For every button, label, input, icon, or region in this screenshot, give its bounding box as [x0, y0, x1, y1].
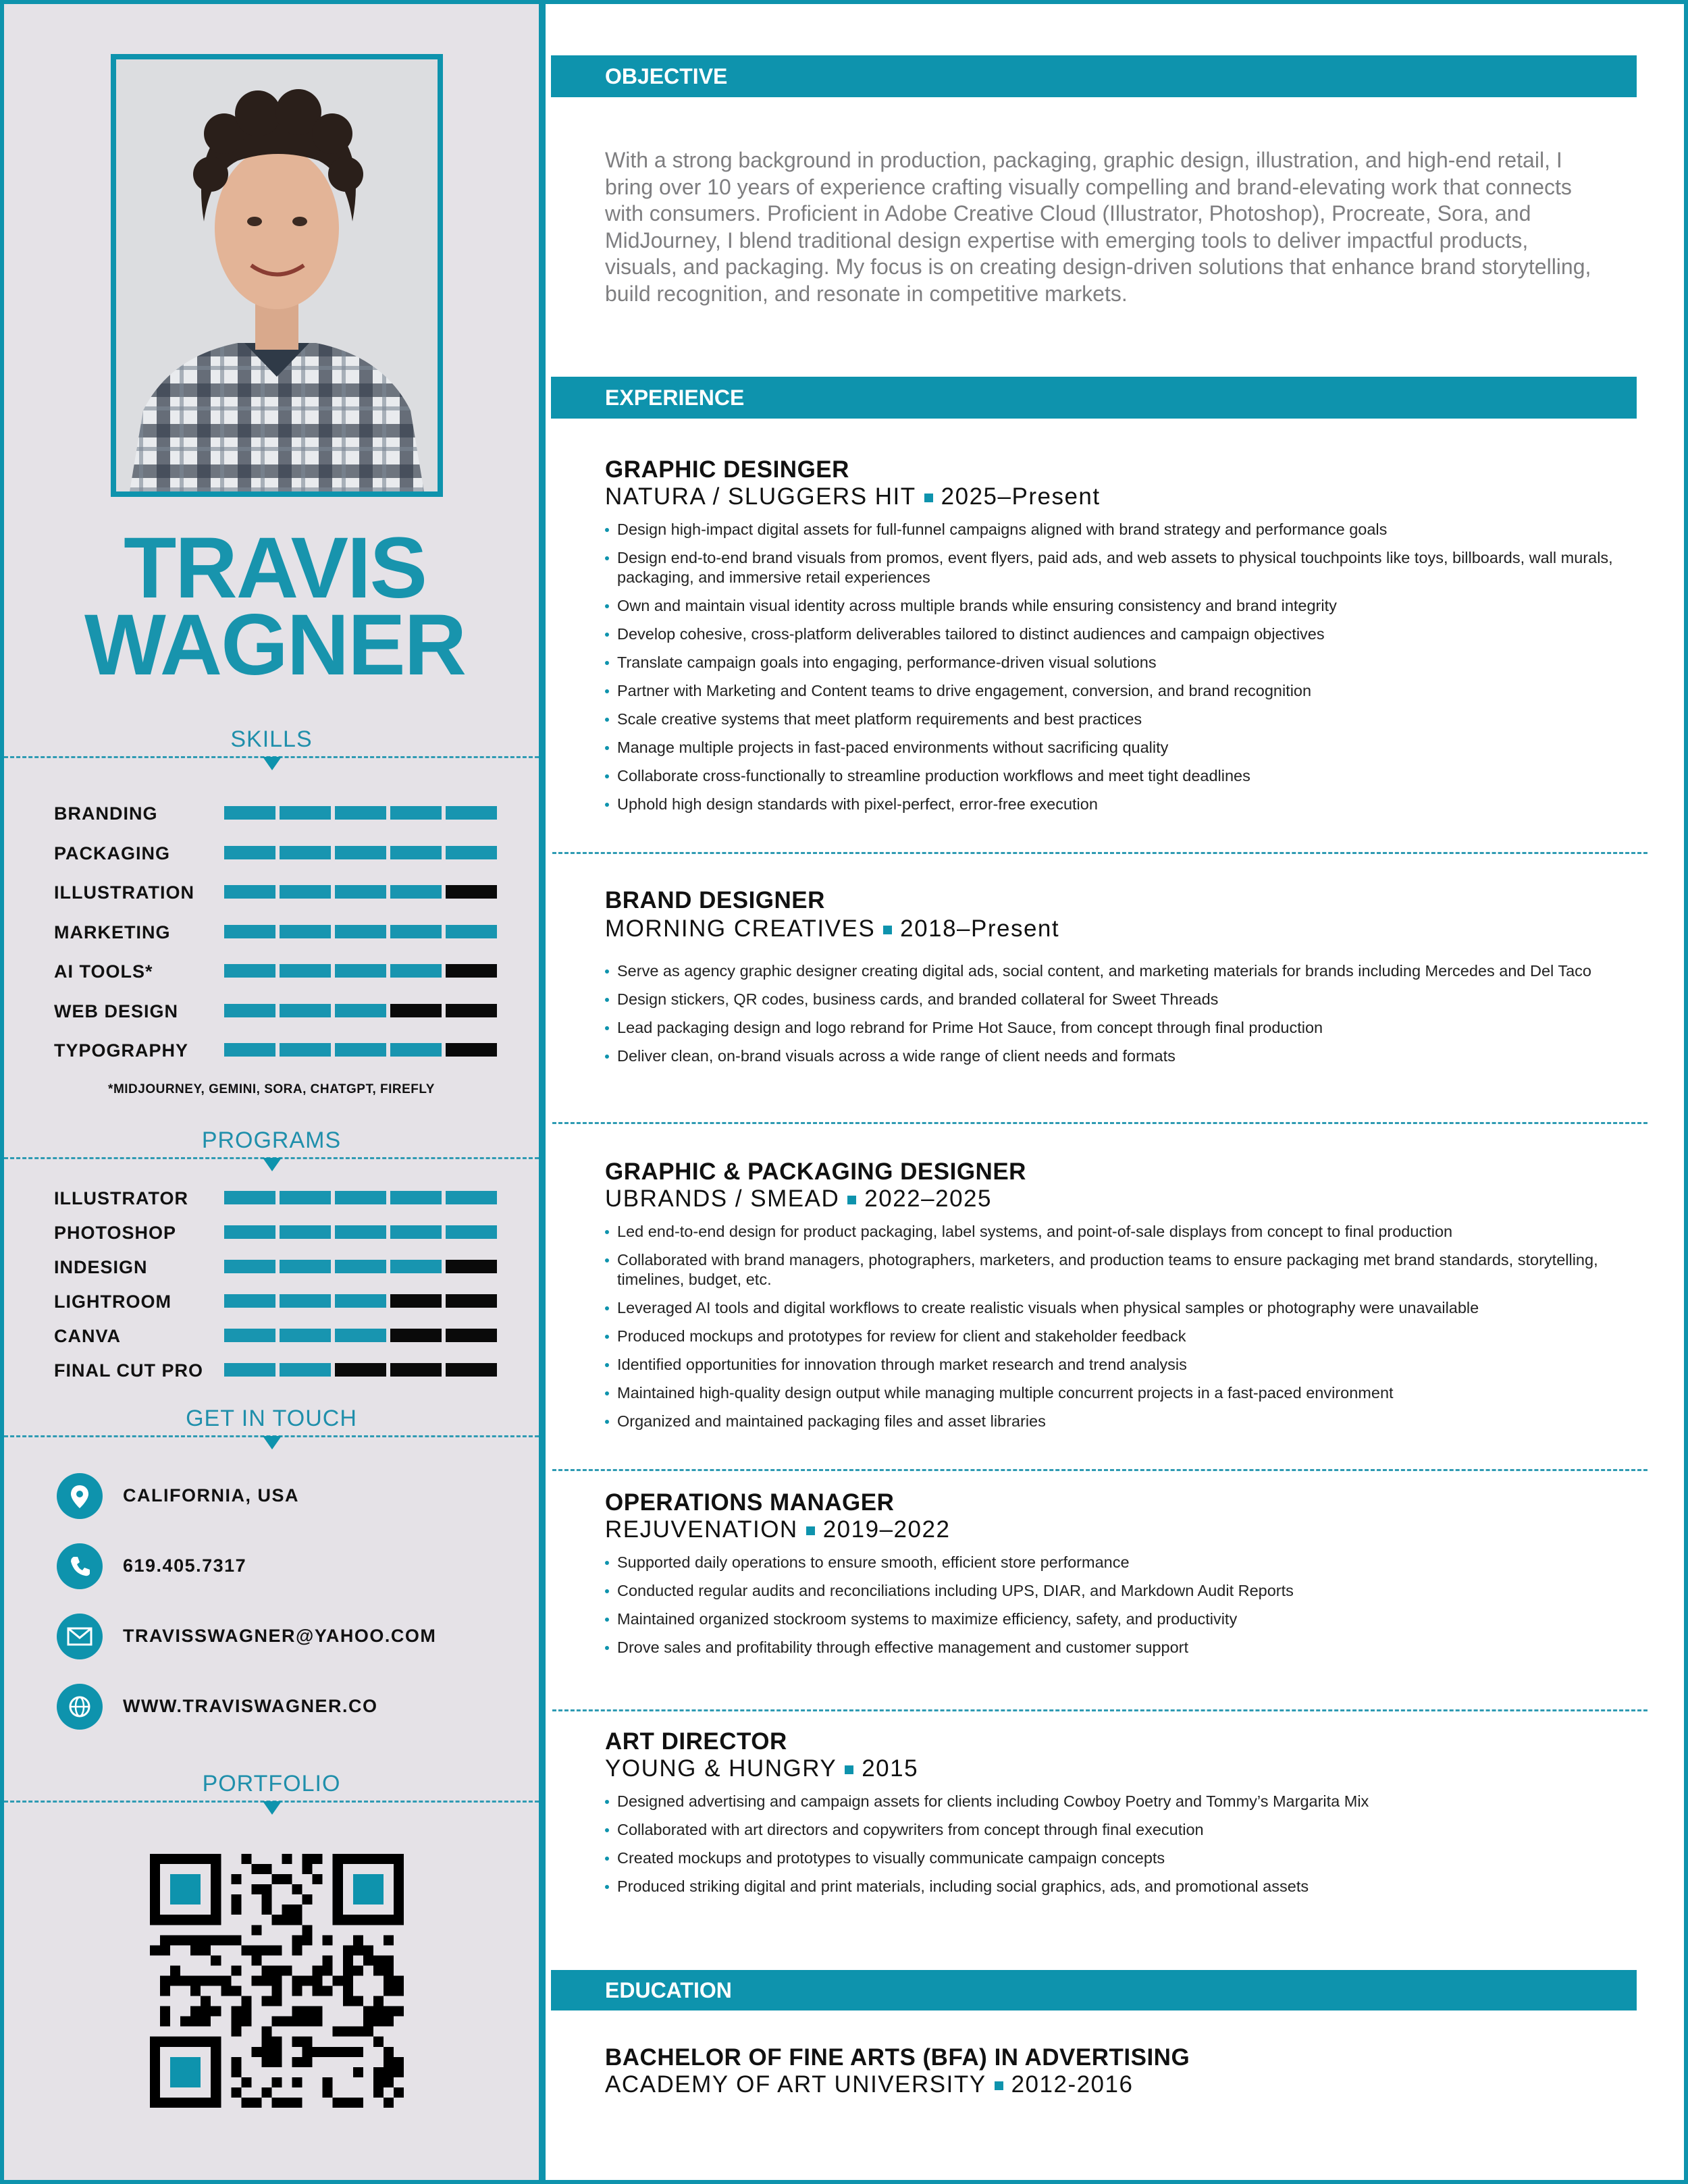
rating-segment-filled	[280, 925, 331, 938]
rating-segment-filled	[446, 846, 497, 859]
skill-label: MARKETING	[54, 922, 171, 942]
bullet-item: Collaborate cross-functionally to streamline production workflows and meet tight deadlines	[605, 766, 1625, 786]
skill-rating-bar	[224, 925, 497, 938]
objective-heading: OBJECTIVE	[551, 55, 1637, 97]
rating-segment-empty	[446, 1329, 497, 1342]
job-bullets	[605, 1792, 1625, 1905]
program-label: ILLUSTRATOR	[54, 1188, 188, 1208]
rating-segment-filled	[335, 1225, 386, 1239]
education-heading: EDUCATION	[551, 1970, 1637, 2010]
rating-segment-filled	[280, 1043, 331, 1057]
rating-segment-filled	[224, 1043, 275, 1057]
section-divider	[552, 852, 1647, 854]
rating-segment-filled	[224, 806, 275, 820]
skill-rating-bar	[224, 1043, 497, 1057]
programs-heading: PROGRAMS	[201, 1127, 342, 1153]
program-label: LIGHTROOM	[54, 1291, 172, 1312]
job-bullets	[605, 520, 1625, 823]
bullet-item: Leveraged AI tools and digital workflows to create realistic visuals when physical samples or photography were unavailable	[605, 1298, 1625, 1318]
rating-segment-filled	[335, 964, 386, 978]
job-company-line	[605, 915, 1059, 942]
bullet-item: Identified opportunities for innovation through market research and trend analysis	[605, 1355, 1625, 1375]
profile-photo	[111, 54, 443, 497]
bullet-item: Own and maintain visual identity across multiple brands while ensuring consistency and brand integrity	[605, 596, 1625, 616]
bullet-item: Uphold high design standards with pixel-perfect, error-free execution	[605, 795, 1625, 814]
skill-rating-bar	[224, 964, 497, 978]
rating-segment-empty	[446, 1294, 497, 1308]
name-first: TRAVIS	[124, 520, 426, 616]
job-company-line	[605, 483, 1101, 510]
program-label: FINAL CUT PRO	[54, 1360, 203, 1381]
bullet-item: Partner with Marketing and Content teams to drive engagement, conversion, and brand recognition	[605, 681, 1625, 701]
rating-segment-empty	[446, 1043, 497, 1057]
bullet-item: Maintained high-quality design output while managing multiple concurrent projects in a fast-paced environment	[605, 1383, 1625, 1403]
education-school: ACADEMY OF ART UNIVERSITY	[605, 2071, 986, 2098]
section-divider	[552, 1469, 1647, 1471]
rating-segment-filled	[224, 1363, 275, 1377]
rating-segment-filled	[446, 806, 497, 820]
education-degree: BACHELOR OF FINE ARTS (BFA) IN ADVERTISING	[605, 2044, 1190, 2071]
contact-email[interactable]: TRAVISSWAGNER@YAHOO.COM	[123, 1626, 437, 1646]
bullet-item: Collaborated with art directors and copywriters from concept through final execution	[605, 1820, 1625, 1840]
rating-segment-empty	[446, 1260, 497, 1273]
rating-segment-filled	[335, 1191, 386, 1204]
rating-segment-filled	[335, 1043, 386, 1057]
rating-segment-filled	[390, 885, 442, 899]
rating-segment-filled	[224, 1225, 275, 1239]
rating-segment-filled	[224, 1329, 275, 1342]
bullet-item: Conducted regular audits and reconciliations including UPS, DIAR, and Markdown Audit Reports	[605, 1581, 1625, 1601]
rating-segment-filled	[335, 806, 386, 820]
skill-label: ILLUSTRATION	[54, 882, 194, 903]
skill-label: TYPOGRAPHY	[54, 1040, 189, 1061]
rating-segment-filled	[335, 1294, 386, 1308]
experience-heading: EXPERIENCE	[551, 377, 1637, 419]
rating-segment-filled	[335, 846, 386, 859]
portrait-illustration	[116, 59, 438, 491]
contact-phone[interactable]: 619.405.7317	[123, 1555, 247, 1576]
contact-website[interactable]: WWW.TRAVISWAGNER.CO	[123, 1696, 378, 1716]
education-dates: 2012-2016	[1011, 2071, 1134, 2098]
rating-segment-filled	[390, 846, 442, 859]
section-divider	[552, 1709, 1647, 1711]
job-title: ART DIRECTOR	[605, 1728, 787, 1755]
globe-icon	[57, 1684, 103, 1730]
skill-label: PACKAGING	[54, 843, 171, 863]
objective-text: With a strong background in production, packaging, graphic design, illustration, and high-end retail, I bring over 10 years of experience crafting visually compelling and brand-elevating work that connects with consumers. Proficient in Adobe Creative Cloud (Illustrator, Photoshop), Procreate, Sora, and MidJourney, I blend traditional design expertise with emerging tools to deliver impactful products, visuals, and packaging. My focus is on creating design-driven solutions that enhance brand storytelling, build recognition, and resonate in competitive markets.	[605, 148, 1591, 306]
rating-segment-filled	[335, 1260, 386, 1273]
square-bullet-icon	[995, 2081, 1003, 2090]
job-company: NATURA / SLUGGERS HIT	[605, 483, 916, 510]
bullet-item: Maintained organized stockroom systems to maximize efficiency, safety, and productivity	[605, 1609, 1625, 1629]
skill-rating-bar	[224, 885, 497, 899]
bullet-item: Scale creative systems that meet platform requirements and best practices	[605, 710, 1625, 729]
bullet-item: Drove sales and profitability through effective management and customer support	[605, 1638, 1625, 1657]
portfolio-arrow-icon	[263, 1801, 282, 1815]
rating-segment-filled	[390, 806, 442, 820]
skill-label: AI TOOLS*	[54, 961, 153, 982]
phone-icon	[57, 1543, 103, 1589]
bullet-item: Lead packaging design and logo rebrand for Prime Hot Sauce, from concept through final production	[605, 1018, 1625, 1038]
job-bullets	[605, 1222, 1625, 1440]
rating-segment-filled	[224, 846, 275, 859]
rating-segment-filled	[335, 1329, 386, 1342]
programs-arrow-icon	[263, 1158, 282, 1171]
rating-segment-filled	[280, 1191, 331, 1204]
bullet-item: Organized and maintained packaging files and asset libraries	[605, 1412, 1625, 1431]
skill-rating-bar	[224, 806, 497, 820]
job-title: OPERATIONS MANAGER	[605, 1489, 895, 1516]
rating-segment-filled	[224, 1260, 275, 1273]
rating-segment-empty	[446, 1004, 497, 1017]
skills-arrow-icon	[263, 757, 282, 770]
bullet-item: Produced striking digital and print materials, including social graphics, ads, and promotional assets	[605, 1877, 1625, 1896]
bullet-item: Develop cohesive, cross-platform deliverables tailored to distinct audiences and campaign objectives	[605, 624, 1625, 644]
bullet-item: Collaborated with brand managers, photographers, marketers, and production teams to ensure packaging met brand standards, storytelling, timelines, budget, etc.	[605, 1250, 1625, 1289]
contact-heading: GET IN TOUCH	[186, 1406, 357, 1431]
program-rating-bar	[224, 1363, 497, 1377]
skill-label: WEB DESIGN	[54, 1001, 179, 1021]
bullet-item: Manage multiple projects in fast-paced environments without sacrificing quality	[605, 738, 1625, 757]
sidebar	[4, 4, 546, 2180]
square-bullet-icon	[806, 1526, 815, 1535]
skill-rating-bar	[224, 846, 497, 859]
job-dates: 2022–2025	[864, 1186, 992, 1212]
rating-segment-empty	[446, 885, 497, 899]
rating-segment-filled	[390, 1191, 442, 1204]
rating-segment-empty	[390, 1329, 442, 1342]
skill-rating-bar	[224, 1004, 497, 1017]
bullet-item: Designed advertising and campaign assets for clients including Cowboy Poetry and Tommy’s Margarita Mix	[605, 1792, 1625, 1811]
job-company-line	[605, 1516, 950, 1543]
job-bullets	[605, 961, 1625, 1075]
program-rating-bar	[224, 1260, 497, 1273]
rating-segment-filled	[390, 1225, 442, 1239]
rating-segment-empty	[446, 964, 497, 978]
rating-segment-filled	[280, 885, 331, 899]
job-company: UBRANDS / SMEAD	[605, 1186, 840, 1212]
rating-segment-filled	[224, 885, 275, 899]
program-rating-bar	[224, 1329, 497, 1342]
job-title: GRAPHIC DESINGER	[605, 456, 849, 483]
rating-segment-filled	[280, 1225, 331, 1239]
job-company-line	[605, 1186, 992, 1213]
square-bullet-icon	[883, 926, 892, 934]
job-dates: 2015	[862, 1755, 919, 1782]
rating-segment-filled	[224, 925, 275, 938]
bullet-item: Design end-to-end brand visuals from promos, event flyers, paid ads, and web assets to physical touchpoints like toys, billboards, wall murals, packaging, and immersive retail experiences	[605, 548, 1625, 587]
rating-segment-filled	[280, 1329, 331, 1342]
bullet-item: Supported daily operations to ensure smooth, efficient store performance	[605, 1553, 1625, 1572]
bullet-item: Translate campaign goals into engaging, performance-driven visual solutions	[605, 653, 1625, 672]
portfolio-qr-code[interactable]	[150, 1854, 404, 2108]
program-rating-bar	[224, 1225, 497, 1239]
job-dates: 2018–Present	[900, 915, 1060, 942]
rating-segment-empty	[390, 1363, 442, 1377]
square-bullet-icon	[847, 1196, 856, 1204]
rating-segment-filled	[280, 1294, 331, 1308]
rating-segment-filled	[280, 806, 331, 820]
skills-heading: SKILLS	[230, 726, 313, 752]
program-label: INDESIGN	[54, 1257, 148, 1277]
rating-segment-filled	[280, 846, 331, 859]
program-rating-bar	[224, 1191, 497, 1204]
rating-segment-filled	[280, 964, 331, 978]
job-dates: 2019–2022	[822, 1516, 951, 1543]
rating-segment-filled	[390, 964, 442, 978]
bullet-item: Deliver clean, on-brand visuals across a wide range of client needs and formats	[605, 1046, 1625, 1066]
bullet-item: Led end-to-end design for product packaging, label systems, and point-of-sale displays from concept to final production	[605, 1222, 1625, 1242]
rating-segment-empty	[390, 1004, 442, 1017]
program-label: CANVA	[54, 1326, 121, 1346]
rating-segment-filled	[335, 885, 386, 899]
bullet-item: Serve as agency graphic designer creating digital ads, social content, and marketing materials for brands including Mercedes and Del Taco	[605, 961, 1625, 981]
rating-segment-filled	[280, 1260, 331, 1273]
contact-arrow-icon	[263, 1436, 282, 1449]
job-title: BRAND DESIGNER	[605, 887, 825, 913]
location-icon	[57, 1473, 103, 1519]
rating-segment-filled	[280, 1004, 331, 1017]
skill-label: BRANDING	[54, 803, 158, 824]
skills-footnote: *MIDJOURNEY, GEMINI, SORA, CHATGPT, FIREFLY	[108, 1082, 435, 1096]
bullet-item: Created mockups and prototypes to visually communicate campaign concepts	[605, 1848, 1625, 1868]
bullet-item: Design high-impact digital assets for full-funnel campaigns aligned with brand strategy and performance goals	[605, 520, 1625, 539]
rating-segment-filled	[224, 1294, 275, 1308]
email-icon	[57, 1614, 103, 1659]
portfolio-heading: PORTFOLIO	[202, 1771, 341, 1796]
rating-segment-empty	[335, 1363, 386, 1377]
rating-segment-filled	[446, 925, 497, 938]
bullet-item: Produced mockups and prototypes for review for client and stakeholder feedback	[605, 1327, 1625, 1346]
rating-segment-empty	[390, 1294, 442, 1308]
program-label: PHOTOSHOP	[54, 1223, 177, 1243]
job-title: GRAPHIC & PACKAGING DESIGNER	[605, 1158, 1026, 1185]
program-rating-bar	[224, 1294, 497, 1308]
rating-segment-filled	[224, 1004, 275, 1017]
job-company: YOUNG & HUNGRY	[605, 1755, 837, 1782]
rating-segment-empty	[446, 1363, 497, 1377]
name-last: WAGNER	[84, 597, 465, 693]
section-divider	[552, 1122, 1647, 1124]
bullet-item: Design stickers, QR codes, business cards, and branded collateral for Sweet Threads	[605, 990, 1625, 1009]
rating-segment-filled	[390, 925, 442, 938]
rating-segment-filled	[446, 1191, 497, 1204]
job-bullets	[605, 1553, 1625, 1666]
rating-segment-filled	[390, 1260, 442, 1273]
education-school-line	[605, 2071, 1133, 2098]
rating-segment-filled	[280, 1363, 331, 1377]
rating-segment-filled	[446, 1225, 497, 1239]
square-bullet-icon	[845, 1765, 853, 1774]
rating-segment-filled	[335, 1004, 386, 1017]
job-dates: 2025–Present	[941, 483, 1101, 510]
job-company: MORNING CREATIVES	[605, 915, 876, 942]
contact-location: CALIFORNIA, USA	[123, 1485, 299, 1506]
job-company: REJUVENATION	[605, 1516, 798, 1543]
rating-segment-filled	[335, 925, 386, 938]
rating-segment-filled	[224, 964, 275, 978]
rating-segment-filled	[390, 1043, 442, 1057]
square-bullet-icon	[924, 494, 933, 502]
rating-segment-filled	[224, 1191, 275, 1204]
job-company-line	[605, 1755, 918, 1782]
